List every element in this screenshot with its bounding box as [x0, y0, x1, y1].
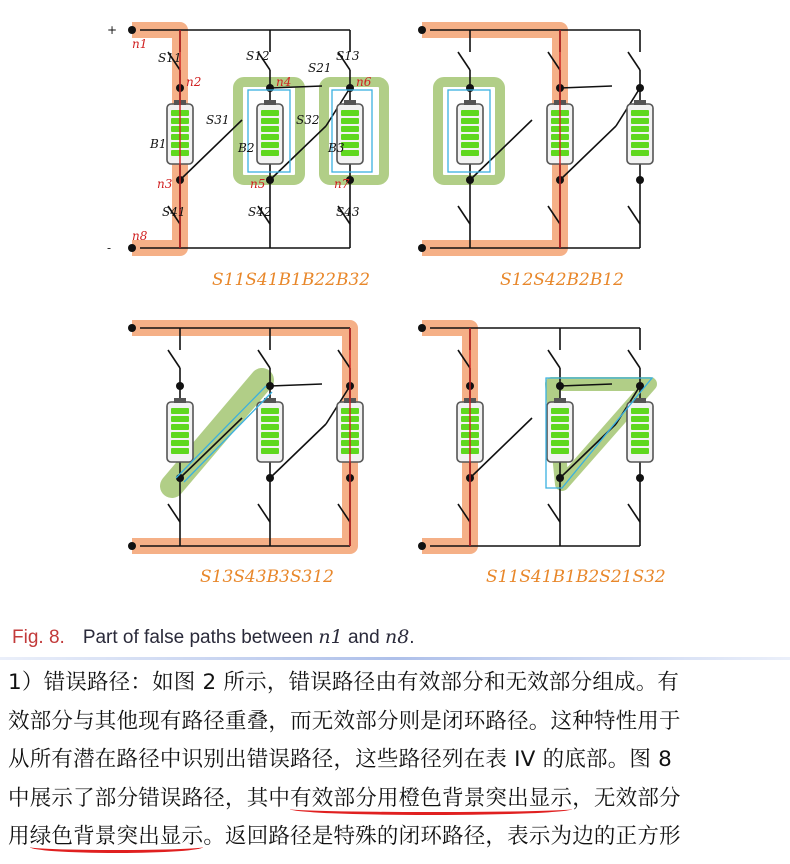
explanation-paragraph [8, 664, 784, 857]
node-n7: n7 [334, 177, 350, 191]
underlined-green-phrase: 绿色背景突出显示 [30, 824, 204, 853]
paragraph-line-2: 效部分与其他现有路径重叠，而无效部分则是闭环路径。这种特性用于 [8, 708, 681, 734]
node-n1: n1 [132, 37, 148, 51]
paragraph-line-4 [8, 780, 784, 819]
paragraph-line-5 [8, 818, 784, 857]
label-B2: B2 [238, 141, 255, 155]
label-S13: S13 [336, 49, 360, 63]
label-S12: S12 [246, 49, 270, 63]
label-S43: S43 [336, 205, 360, 219]
line4-part-c: ，无效部分 [572, 785, 681, 811]
label-S11: S11 [158, 51, 182, 65]
node-n5: n5 [250, 177, 266, 191]
line4-part-a: 中展示了部分错误路径，其中 [8, 785, 291, 811]
node-n6: n6 [356, 75, 372, 89]
label-B1: B1 [150, 137, 167, 151]
panel-3 [128, 324, 363, 550]
label-B3: B3 [328, 141, 345, 155]
label-S31: S31 [206, 113, 230, 127]
panel-1-caption: S11S41B1B22B32 [212, 270, 371, 290]
node-n3: n3 [157, 177, 173, 191]
label-S41: S41 [162, 205, 186, 219]
figure-number: Fig. 8. [12, 627, 65, 648]
label-S32: S32 [296, 113, 320, 127]
panel-4-caption: S11S41B1B2S21S32 [486, 567, 666, 587]
caption-text-mid: and [342, 627, 385, 648]
underlined-orange-phrase: 有效部分用橙色背景突出显示 [290, 786, 572, 815]
panel-3-caption: S13S43B3S312 [200, 567, 334, 587]
caption-var-n1: n1 [318, 626, 343, 648]
caption-var-n8: n8 [384, 626, 410, 648]
terminal-plus: + [107, 23, 118, 37]
panel-2-caption: S12S42B2B12 [500, 270, 624, 290]
label-S21: S21 [308, 61, 332, 75]
section-divider [0, 657, 790, 660]
node-n8: n8 [132, 229, 148, 243]
paragraph-line-1: 1）错误路径：如图 2 所示，错误路径由有效部分和无效部分组成。有 [8, 670, 680, 695]
node-n4: n4 [276, 75, 292, 89]
caption-text-before: Part of false paths between [82, 627, 319, 648]
panel-2 [418, 26, 653, 252]
panel-4 [418, 324, 653, 550]
caption-text-end: . [409, 627, 415, 648]
figure-caption [12, 626, 415, 649]
paragraph-line-3: 从所有潜在路径中识别出错误路径，这些路径列在表 IV 的底部。图 8 [8, 747, 673, 772]
line5-part-a: 用 [8, 824, 30, 849]
node-n2: n2 [186, 75, 202, 89]
label-S42: S42 [248, 205, 272, 219]
terminal-minus: - [107, 241, 112, 255]
line5-part-c: 。返回路径是特殊的闭环路径，表示为边的正方形 [203, 824, 681, 849]
